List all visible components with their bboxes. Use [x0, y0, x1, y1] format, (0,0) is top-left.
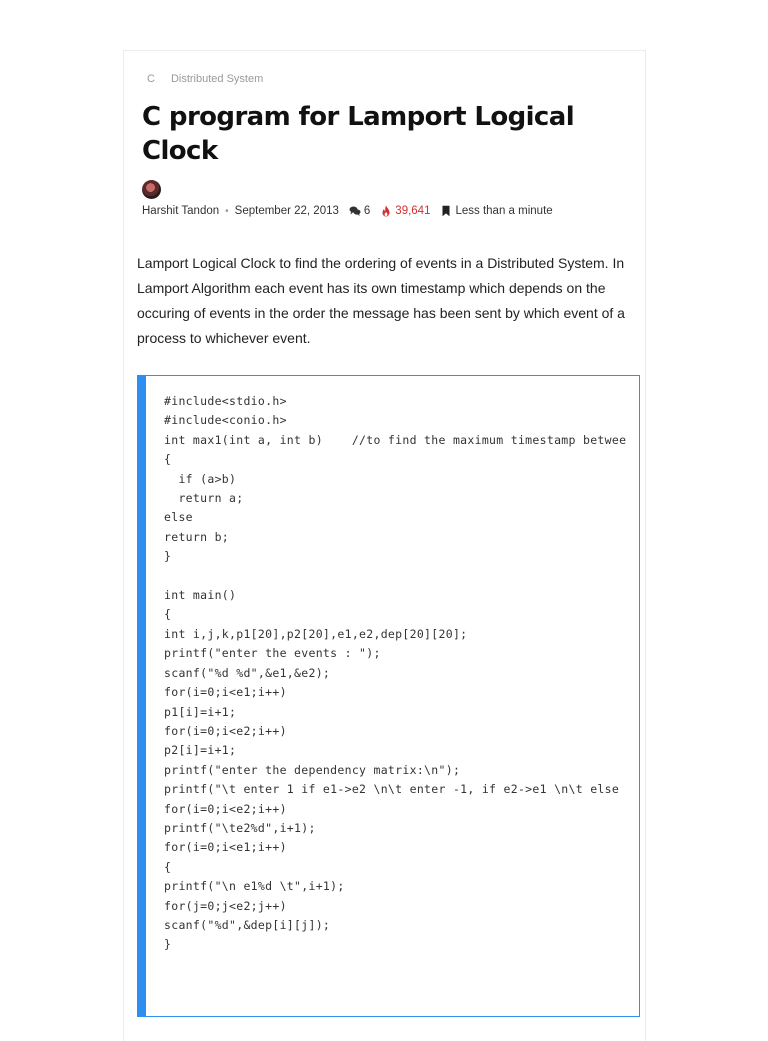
comments-count: 6 — [363, 205, 371, 217]
views-counter — [380, 205, 430, 217]
bookmark-icon — [440, 205, 452, 217]
code-content — [146, 376, 639, 955]
code-block[interactable] — [137, 375, 640, 1017]
code-line: printf("\n e1%d \t",i+1); — [164, 879, 345, 894]
code-line: p1[i]=i+1; — [164, 704, 237, 719]
code-line: scanf("%d %d",&e1,&e2); — [164, 665, 331, 680]
post-date: September 22, 2013 — [234, 205, 339, 217]
article-intro: Lamport Logical Clock to find the ordering of events in a Distributed System. In Lamport Algorithm each event has its own timestamp which depends on the occuring of events in the order the message has been sent by which event of a process to whichever event. — [137, 255, 625, 346]
code-line: printf("enter the dependency matrix:\n"); — [164, 762, 461, 777]
code-line: int i,j,k,p1[20],p2[20],e1,e2,dep[20][20]; — [164, 626, 468, 641]
author-avatar[interactable] — [142, 180, 161, 199]
views-count: 39,641 — [395, 205, 431, 217]
code-line: for(i=0;i<e1;i++) — [164, 685, 287, 700]
code-line: for(i=0;i<e2;i++) — [164, 723, 287, 738]
code-line: { — [164, 452, 172, 467]
code-line: for(j=0;j<e2;j++) — [164, 898, 287, 913]
code-line: return b; — [164, 529, 230, 544]
breadcrumb — [147, 73, 263, 85]
read-time — [440, 205, 552, 217]
code-line: #include<stdio.h> — [164, 394, 287, 408]
author-name[interactable]: Harshit Tandon — [142, 205, 220, 217]
code-line: printf("\te2%d",i+1); — [164, 820, 316, 835]
code-line: scanf("%d",&dep[i][j]); — [164, 917, 331, 932]
code-line: { — [164, 859, 172, 874]
page-title: C program for Lamport Logical Clock — [142, 102, 575, 166]
code-line: int main() — [164, 588, 237, 603]
post-meta — [142, 204, 553, 218]
code-line: for(i=0;i<e1;i++) — [164, 840, 287, 855]
breadcrumb-category-c[interactable]: C — [147, 73, 155, 85]
code-line: printf("enter the events : "); — [164, 646, 381, 661]
breadcrumb-category-distributed-system[interactable]: Distributed System — [170, 73, 264, 85]
code-line: p2[i]=i+1; — [164, 743, 237, 758]
fire-icon — [380, 205, 392, 217]
code-line: #include<conio.h> — [164, 413, 287, 428]
meta-separator: • — [225, 205, 229, 217]
code-line: { — [164, 607, 172, 622]
code-line: return a; — [164, 491, 244, 506]
code-line: } — [164, 549, 172, 564]
code-line: else — [164, 510, 193, 525]
code-line: for(i=0;i<e2;i++) — [164, 801, 287, 816]
read-time-label: Less than a minute — [455, 205, 553, 217]
code-line: if (a>b) — [164, 471, 237, 486]
comments-link[interactable] — [349, 205, 370, 217]
code-line: } — [164, 937, 172, 952]
code-line: int max1(int a, int b) //to find the maximum timestamp betwee — [164, 432, 627, 447]
comments-icon — [349, 205, 361, 217]
code-line: printf("\t enter 1 if e1->e2 \n\t enter -1, if e2->e1 \n\t else — [164, 782, 620, 797]
